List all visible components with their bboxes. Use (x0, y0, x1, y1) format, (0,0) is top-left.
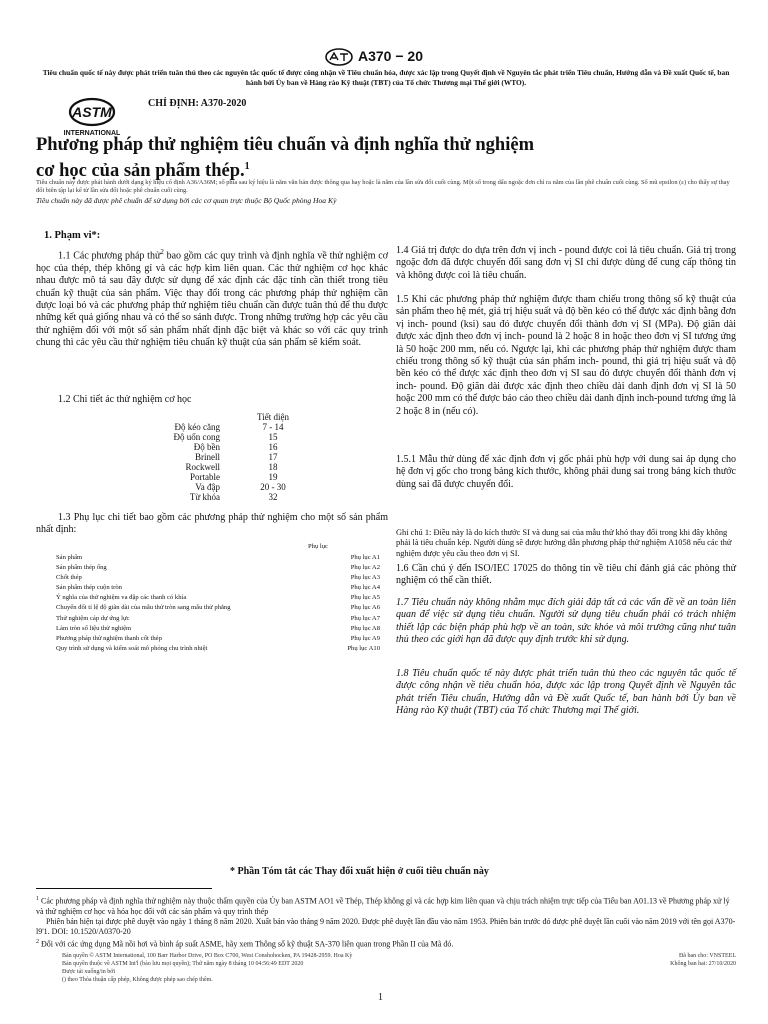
tests-table-row (120, 432, 318, 442)
copyright-line-3: Được tải xuống/in bởi (62, 969, 116, 975)
annex-name: Quy trình sử dụng và kiểm soát mô phỏng chu trình nhiệt (56, 644, 208, 652)
annex-name: Thử nghiệm cáp dự ứng lực (56, 614, 130, 622)
test-section: 18 (268, 462, 278, 472)
paragraph-1-5-1: 1.5.1 Mẫu thử dùng để xác định đơn vị gốc phải phù hợp với dung sai áp dụng cho hệ đơn vị gốc cho trong bảng kích thước, không phải dung sai trong bảng kích thước dùng sai đã được chuyển đổi. (396, 454, 736, 490)
footnote-divider (36, 888, 212, 889)
footnote-1-text: Các phương pháp và định nghĩa thử nghiệm này thuộc thẩm quyền của Ủy ban ASTM AO1 về Thép, Thép không gỉ và các hợp kim liên quan và chịu trách nhiệm trực tiếp của Tiểu ban A01.13 về Phương pháp xử lý và thử nghiệm cơ học và hóa học đối với các sản phẩm và quy trình thép (36, 896, 730, 916)
footnote-1-marker: 1 (36, 896, 39, 902)
paragraph-1-8: 1.8 Tiêu chuẩn quốc tế này được phát triển tuân thủ theo các nguyên tắc quốc tế được công nhận về tiêu chuẩn hóa, được xác lập trong Quyết định về Nguyên tắc phát triển Tiêu chuẩn, Hướng dẫn và Đề xuất Quốc tế, ban hành bởi Ủy ban về Hàng rào Kỹ thuật (TBT) của Tổ chức Thương mại Thế giới. (396, 668, 736, 717)
standards-notice: Tiêu chuẩn quốc tế này được phát triển tuân thủ theo các nguyên tắc quốc tế được công nhận về Tiêu chuẩn hóa, được xác lập trong Quyết định về Nguyên tắc phát triển Tiêu chuẩn, Hướng dẫn và Đề xuất Quốc tế, ban hành bởi Ủy ban về Hàng rào Kỹ thuật (TBT) của Tổ chức Thương mại Thế giới (WTO). (42, 68, 730, 87)
test-name: Rockwell (185, 462, 220, 472)
tests-table-row (120, 492, 318, 502)
download-info (626, 952, 736, 968)
test-name: Độ uốn cong (173, 432, 220, 442)
annex-row (56, 644, 380, 654)
tests-table-row (120, 462, 318, 472)
test-section: 7 - 14 (262, 422, 284, 432)
test-name: Độ kéo căng (174, 422, 220, 432)
note-1: Ghi chú 1: Điều này là do kích thước SI và dung sai của mẫu thử khó thay đổi trong khi đây không phải là tiêu chuẩn kép. Người dùng sẽ được hướng dẫn phương pháp thử nghiệm A1058 nếu các thử nghiệm được yêu cầu theo đơn vị SI. (396, 528, 732, 558)
annex-row (56, 614, 380, 624)
annex-name: Sản phẩm thép ống (56, 564, 107, 572)
test-section: 17 (268, 452, 278, 462)
astm-header-logo-icon (324, 47, 354, 67)
test-section: 20 - 30 (260, 482, 286, 492)
tests-table-row (120, 442, 318, 452)
annex-name: Sản phẩm (56, 554, 83, 561)
copyright-line-2: Bản quyền thuộc về ASTM Int'l (bảo lưu mọi quyền); Thứ năm ngày 8 tháng 10 04:56:49 EDT 2020 (62, 961, 304, 967)
issued-note: Tiêu chuẩn này được phát hành dưới dạng ký hiệu cố định A36/A36M; số phía sau ký hiệu là năm văn bản được thông qua hay hoặc là năm của lần sửa đổi cuối cùng. Một số trong dấu ngoặc đơn chỉ ra năm của lần phê chuẩn cuối cùng. Số mũ epsilon (ε) cho thấy sự thay đổi biên tập lại kể từ lần sửa đổi hoặc phê chuẩn cuối cùng. (36, 179, 730, 194)
copyright-line-4: () theo Thỏa thuận cấp phép, Không được phép sao chép thêm. (62, 977, 213, 983)
paragraph-1-2: 1.2 Chi tiết ác thử nghiệm cơ học (58, 394, 192, 405)
annex-row (56, 573, 380, 583)
annex-row (56, 583, 380, 593)
footnote-2-text: Đối với các ứng dụng Mã nồi hơi và bình áp suất ASME, hãy xem Thông số kỹ thuật SA-370 liên quan trong Phần II của Mã đó. (39, 939, 454, 949)
footnote-2 (36, 937, 736, 950)
footnote-1 (36, 894, 736, 917)
annex-name: Ý nghĩa của thử nghiệm va đập các thanh có khía (56, 594, 187, 602)
paragraph-1-7: 1.7 Tiêu chuẩn này không nhằm mục đích giải đáp tất cả các vấn đề về an toàn liên quan để việc sử dụng tiêu chuẩn. Người sử dụng tiêu chuẩn phải có trách nhiệm thiết lập các biện pháp phù hợp về an toàn, sức khỏe và môi trường cũng như tuân thủ theo các giới hạn đã được quy định trước khi sử dụng. (396, 597, 736, 646)
document-title (36, 134, 596, 182)
annex-ref: Phụ lục A3 (350, 574, 380, 582)
designation: CHỈ ĐỊNH: A370-2020 (148, 98, 247, 109)
test-name: Độ bền (193, 442, 220, 452)
annex-row (56, 563, 380, 573)
annex-ref: Phụ lục A2 (350, 564, 380, 572)
logo-subtext: INTERNATIONAL (63, 130, 121, 137)
p1-3-text: 1.3 Phụ lục chi tiết bao gồm các phương pháp thử nghiệm cho một số sản phẩm nhất định: (36, 512, 388, 536)
annex-name: Sản phẩm thép cuộn tròn (56, 584, 122, 592)
test-name: Từ khóa (189, 492, 220, 502)
download-line-2: Không ban hai: 27/10/2020 (670, 961, 736, 967)
paragraph-1-4: 1.4 Giá trị được do dựa trên đơn vị inch - pound được coi là tiêu chuẩn. Giá trị trong ngoặc đơn đã được chuyển đổi sang đơn vị SI chỉ được dùng để cung cấp thông tin và không được coi là tiêu chuẩn. (396, 245, 736, 281)
test-section: 32 (268, 492, 278, 502)
test-name: Va đập (195, 482, 220, 492)
download-line-1: Đã ban cho: VNSTEEL (678, 953, 736, 959)
annex-row (56, 603, 380, 613)
annex-row (56, 634, 380, 644)
annex-ref: Phụ lục A8 (350, 624, 380, 632)
tests-table-row (120, 482, 318, 492)
footnotes (36, 894, 736, 949)
section-column-header: Tiết diện (257, 412, 289, 422)
annex-row (56, 593, 380, 603)
annex-ref: Phụ lục A9 (350, 634, 380, 642)
p1-1-footnote-ref: 2 (160, 248, 164, 256)
paragraph-1-6: 1.6 Cần chú ý đến ISO/IEC 17025 do thông tin về tiêu chí đánh giá các phòng thử nghiệm có thể cần thiết. (396, 563, 736, 587)
annex-name: Chốt thép (56, 574, 82, 582)
annex-list (56, 553, 380, 654)
page-number: 1 (378, 992, 383, 1003)
tests-table-row (120, 452, 318, 462)
paragraph-1-5: 1.5 Khi các phương pháp thử nghiệm được tham chiếu trong thông số kỹ thuật của sản phẩm theo hệ mét, giá trị hiệu suất và độ bền kéo có thể được xác định bằng đơn vị inch- pound (ksi) sau đó được chuyển đổi thành đơn vị SI (MPa). Độ giãn dài được xác định theo đơn vị inch- pound là 2 hoặc 8 in hoặc theo đơn vị SI tương ứng là 50 hoặc 200 mm, nếu có. Ngược lại, khi các phương pháp thử nghiệm được tham chiếu trong thông số kỹ thuật của sản phẩm inch- pound, thì giá trị hiệu suất và độ bền kéo có thể được xác định theo đơn vị SI sau đó được chuyển đổi thành đơn vị inch- pound. Độ giãn dài được xác định theo chiều dài danh định đơn vị SI là 50 hoặc 200 mm có thể được báo cáo theo chiều dài danh định inch-pound tương ứng là 2 hoặc 8 in (nếu có). (396, 294, 736, 417)
title-line-2-text: cơ học của sản phẩm thép. (36, 161, 245, 182)
copyright-line-1: Bản quyền © ASTM International, 100 Barr Harbor Drive, PO Box C700, West Conshohocken, PA 19428-2959. Hoa Kỳ (62, 953, 353, 959)
annex-ref: Phụ lục A6 (350, 604, 380, 612)
tests-table-row (120, 422, 318, 432)
annex-row (56, 553, 380, 563)
annex-column-header: Phụ lục (308, 543, 328, 550)
test-section: 15 (268, 432, 278, 442)
paragraph-1-1 (36, 246, 388, 350)
title-line-1: Phương pháp thử nghiệm tiêu chuẩn và định nghĩa thử nghiệm (36, 135, 534, 155)
logo-text: ASTM (72, 104, 112, 120)
test-name: Brinell (195, 452, 220, 462)
copyright-block (62, 952, 562, 984)
tests-table-row (120, 472, 318, 482)
annex-name: Phương pháp thử nghiệm thanh cốt thép (56, 634, 162, 642)
annex-name: Làm tròn số liệu thử nghiệm (56, 624, 132, 632)
annex-ref: Phụ lục A4 (350, 584, 380, 592)
astm-international-logo (62, 96, 122, 138)
annex-ref: Phụ lục A5 (350, 594, 380, 602)
section-scope-heading: 1. Phạm vi*: (44, 230, 101, 241)
annex-name: Chuyển đổi tỉ lệ độ giãn dài của mẫu thử tròn sang mẫu thử phẳng (56, 604, 231, 612)
mechanical-tests-table (120, 412, 318, 502)
annex-ref: Phụ lục A10 (347, 644, 380, 652)
summary-of-changes-note: * Phần Tóm tắt các Thay đổi xuất hiện ở cuối tiêu chuẩn này (230, 866, 489, 877)
test-section: 16 (268, 442, 278, 452)
title-footnote-ref: 1 (244, 161, 250, 172)
p1-1-rest: bao gồm các quy trình và định nghĩa về thử nghiệm cơ học của thép, thép không gỉ và các hợp kim liên quan. Các thử nghiệm cơ học khác nhau được mô tả sau đây được sử dụng để xác định các đặc tính cần thiết trong tiêu chuẩn kỹ thuật của sản phẩm. Việc thay đổi trong các phương pháp thử nghiệm cần được loại bỏ và các phương pháp thử nghiệm tiêu chuẩn cần được tuân thủ để thu được những kết quả giống nhau và có thể so sánh được. Trong những trường hợp các yêu cầu thử nghiệm đối với một số sản phẩm nhất định đặc biệt và khác so với các quy trình chung thì các yêu cầu thử nghiệm tiêu chuẩn kỹ thuật của sản phẩm sẽ kiểm soát. (36, 250, 388, 349)
annex-ref: Phụ lục A7 (350, 614, 380, 622)
standard-code: A370 − 20 (358, 48, 423, 64)
test-section: 19 (268, 472, 278, 482)
annex-row (56, 624, 380, 634)
footnote-1-edition: Phiên bản hiện tại được phê duyệt vào ngày 1 tháng 8 năm 2020. Xuất bản vào tháng 9 năm 2020. Được phê duyệt lần đầu vào năm 1953. Phiên bản trước đó được phê duyệt lần cuối vào năm 2019 với tên gọi A370- l9'1. DOI: 10.1520/A0370-20 (36, 916, 736, 936)
annex-ref: Phụ lục A1 (350, 554, 380, 561)
footnote-2-marker: 2 (36, 938, 39, 945)
test-name: Portable (190, 472, 220, 482)
tests-table-header (120, 412, 318, 422)
p1-1-start: 1.1 Các phương pháp thử (58, 250, 161, 262)
paragraph-1-3 (36, 512, 388, 537)
dod-approval-note: Tiêu chuẩn này đã được phê chuẩn để sử dụng bởi các cơ quan trực thuộc Bộ Quốc phòng Hoa Kỳ (36, 196, 337, 205)
